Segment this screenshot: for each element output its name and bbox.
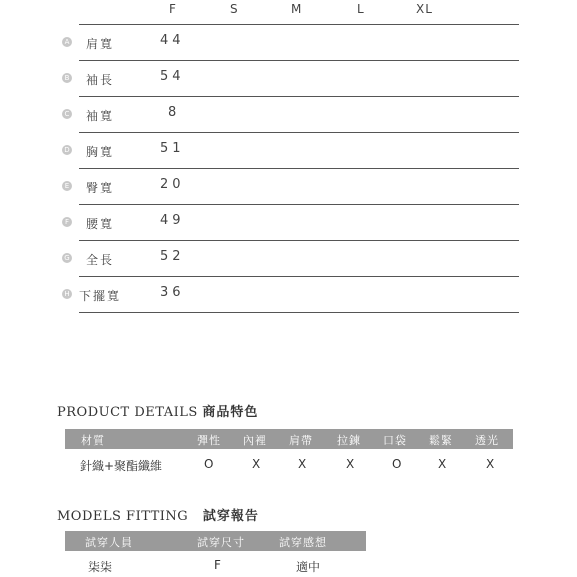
badge-e-icon: E — [62, 181, 72, 191]
models-fitting-title — [57, 505, 259, 524]
models-fitting-title-zh: 試穿報告 — [202, 509, 259, 524]
badge-g-icon: G — [62, 253, 72, 263]
badge-b-icon: B — [62, 73, 72, 83]
size-row-label: 袖寬 — [86, 109, 115, 123]
fitting-value-size: F — [214, 558, 221, 572]
details-header-elasticity: 彈性 — [197, 434, 221, 447]
size-row-h — [57, 277, 519, 313]
size-row-value: 54 — [160, 69, 185, 84]
row-divider — [79, 312, 519, 313]
details-value-material: 針織+聚酯纖維 — [80, 459, 163, 473]
fitting-value-feedback: 適中 — [296, 560, 321, 574]
product-details-title — [57, 401, 258, 420]
details-header-sheer: 透光 — [475, 434, 499, 447]
models-fitting-header-bar — [65, 531, 366, 551]
details-header-zipper: 拉鍊 — [337, 434, 361, 447]
size-row-value: 49 — [160, 213, 185, 228]
details-value-straps: X — [298, 457, 307, 471]
size-row-value: 52 — [160, 249, 185, 264]
details-header-elastic: 鬆緊 — [429, 434, 453, 447]
badge-d-icon: D — [62, 145, 72, 155]
size-header-l: L — [357, 2, 365, 16]
size-header-f: F — [169, 2, 177, 16]
size-header-xl: XL — [416, 2, 433, 16]
size-row-label: 下擺寬 — [79, 289, 122, 303]
details-header-straps: 肩帶 — [289, 434, 313, 447]
badge-f-icon: F — [62, 217, 72, 227]
product-details-title-en: PRODUCT DETAILS — [57, 405, 198, 420]
size-row-b — [57, 61, 519, 97]
fitting-value-model: 柒柒 — [88, 560, 113, 574]
size-row-g — [57, 241, 519, 277]
size-row-a — [57, 25, 519, 61]
details-value-pocket: O — [392, 457, 402, 471]
size-row-value: 20 — [160, 177, 185, 192]
size-row-d — [57, 133, 519, 169]
details-header-material: 材質 — [81, 434, 105, 447]
size-row-label: 肩寬 — [86, 37, 115, 51]
size-row-f — [57, 205, 519, 241]
size-row-value: 8 — [168, 105, 181, 120]
badge-c-icon: C — [62, 109, 72, 119]
product-details-title-zh: 商品特色 — [202, 405, 259, 420]
badge-h-icon: H — [62, 289, 72, 299]
fitting-header-feedback: 試穿感想 — [279, 536, 327, 549]
size-row-label: 腰寬 — [86, 217, 115, 231]
size-row-c — [57, 97, 519, 133]
size-row-value: 36 — [160, 285, 185, 300]
details-value-elasticity: O — [204, 457, 214, 471]
models-fitting-title-en: MODELS FITTING — [57, 509, 189, 524]
details-value-lining: X — [252, 457, 261, 471]
details-header-pocket: 口袋 — [383, 434, 407, 447]
fitting-header-model: 試穿人員 — [85, 536, 133, 549]
size-row-value: 44 — [160, 33, 185, 48]
size-header-s: S — [230, 2, 239, 16]
details-value-zipper: X — [346, 457, 355, 471]
size-row-label: 臀寬 — [86, 181, 115, 195]
size-header-m: M — [291, 2, 303, 16]
size-row-label: 全長 — [86, 253, 115, 267]
size-row-value: 51 — [160, 141, 185, 156]
fitting-header-size: 試穿尺寸 — [197, 536, 245, 549]
size-row-label: 胸寬 — [86, 145, 115, 159]
size-row-e — [57, 169, 519, 205]
size-row-label: 袖長 — [86, 73, 115, 87]
badge-a-icon: A — [62, 37, 72, 47]
details-header-lining: 內裡 — [243, 434, 267, 447]
details-value-sheer: X — [486, 457, 495, 471]
product-details-header-bar — [65, 429, 513, 449]
details-value-elastic: X — [438, 457, 447, 471]
